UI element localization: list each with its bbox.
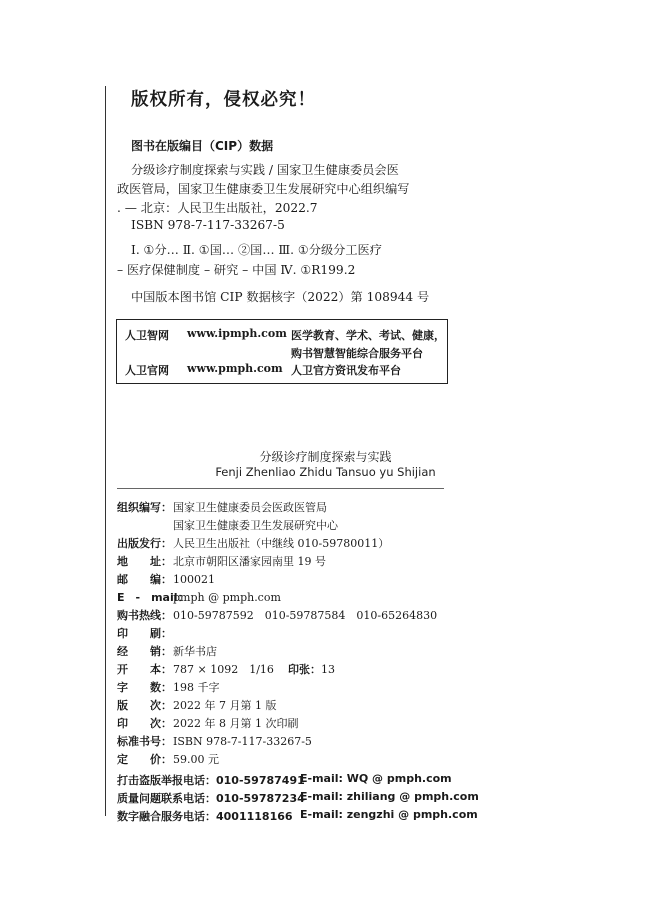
detail-isbn: [117, 733, 312, 749]
edition-value: 2022 年 7 月第 1 版: [173, 699, 277, 712]
sheets-value: 13: [321, 663, 335, 676]
detail-email: [117, 589, 281, 605]
digital-service-email[interactable]: E-mail: zengzhi @ pmph.com: [300, 808, 478, 821]
words-value: 198 千字: [173, 681, 220, 694]
cip-line-4: ISBN 978-7-117-33267-5: [131, 218, 285, 232]
detail-address: [117, 553, 326, 569]
digital-service-phone: 数字融合服务电话：4001118166: [117, 810, 293, 823]
cip-line-6: – 医疗保健制度 – 研究 – 中国 Ⅳ. ①R199.2: [117, 263, 356, 277]
site-url-pmph[interactable]: www.pmph.com: [187, 362, 283, 375]
price-label: 定 价：: [117, 753, 172, 766]
site-name-ipmph: 人卫智网: [125, 329, 169, 342]
publisher-label: 出版发行：: [117, 537, 172, 550]
detail-edition: [117, 697, 276, 713]
words-label: 字 数：: [117, 681, 172, 694]
address-value: 北京市朝阳区潘家园南里 19 号: [173, 555, 326, 568]
antipiracy-email[interactable]: E-mail: WQ @ pmph.com: [300, 772, 452, 785]
publisher-value: 人民卫生出版社（中继线 010-59780011）: [173, 537, 390, 550]
sheets-label: 印张：: [288, 663, 321, 676]
format-value: 787 × 1092 1/16: [173, 663, 274, 676]
site-name-pmph: 人卫官网: [125, 364, 169, 377]
email-label: E - mail：: [117, 591, 189, 604]
isbn-label: 标准书号：: [117, 735, 172, 748]
distributor-label: 经 销：: [117, 645, 172, 658]
detail-distributor: [117, 643, 217, 659]
site-url-ipmph[interactable]: www.ipmph.com: [187, 327, 287, 340]
detail-printing: [117, 715, 298, 731]
distributor-value: 新华书店: [173, 645, 217, 658]
hotline-label: 购书热线：: [117, 609, 172, 622]
cip-line-7: 中国版本图书馆 CIP 数据核字（2022）第 108944 号: [131, 290, 430, 304]
print-label: 印 刷：: [117, 627, 172, 640]
org-value-2: 国家卫生健康委卫生发展研究中心: [173, 519, 338, 532]
org-value-1: 国家卫生健康委员会医政医管局: [173, 501, 327, 514]
detail-price: [117, 751, 219, 767]
detail-print: [117, 625, 173, 641]
book-title-pinyin: Fenji Zhenliao Zhidu Tansuo yu Shijian: [215, 465, 436, 479]
site-desc-pmph: 人卫官方资讯发布平台: [291, 364, 401, 377]
price-value: 59.00 元: [173, 753, 219, 766]
book-title-chinese: 分级诊疗制度探索与实践: [259, 450, 392, 464]
cip-line-5: Ⅰ. ①分… Ⅱ. ①国… ②国… Ⅲ. ①分级分工医疗: [131, 243, 382, 257]
cip-heading: 图书在版编目（CIP）数据: [131, 139, 274, 153]
copyright-notice: 版权所有，侵权必究！: [131, 90, 316, 110]
printing-value: 2022 年 8 月第 1 次印刷: [173, 717, 299, 730]
detail-publisher: [117, 535, 389, 551]
detail-zip: [117, 571, 215, 587]
site-desc-ipmph-2: 购书智慧智能综合服务平台: [291, 347, 423, 360]
cip-line-1: 分级诊疗制度探索与实践 / 国家卫生健康委员会医: [131, 163, 399, 177]
antipiracy-phone: 打击盗版举报电话：010-59787491: [117, 774, 305, 787]
title-separator: [117, 488, 444, 489]
zip-label: 邮 编：: [117, 573, 172, 586]
cip-line-2: 政医管局，国家卫生健康委卫生发展研究中心组织编写: [117, 182, 410, 196]
cip-line-3: . — 北京：人民卫生出版社，2022.7: [117, 201, 318, 215]
isbn-value: ISBN 978-7-117-33267-5: [173, 735, 312, 748]
pmph-service-box: [116, 319, 448, 384]
hotline-value: 010-59787592 010-59787584 010-65264830: [173, 609, 438, 622]
org-label: 组织编写：: [117, 501, 172, 514]
detail-org: [117, 499, 327, 515]
detail-format: [117, 661, 274, 677]
quality-phone: 质量问题联系电话：010-59787234: [117, 792, 305, 805]
detail-sheets: [288, 661, 335, 677]
detail-hotline: [117, 607, 437, 623]
detail-words: [117, 679, 220, 695]
email-value[interactable]: pmph @ pmph.com: [173, 591, 281, 604]
edition-label: 版 次：: [117, 699, 172, 712]
zip-value: 100021: [173, 573, 215, 586]
format-label: 开 本：: [117, 663, 172, 676]
printing-label: 印 次：: [117, 717, 172, 730]
address-label: 地 址：: [117, 555, 172, 568]
site-desc-ipmph-1: 医学教育、学术、考试、健康，: [291, 329, 445, 342]
quality-email[interactable]: E-mail: zhiliang @ pmph.com: [300, 790, 479, 803]
